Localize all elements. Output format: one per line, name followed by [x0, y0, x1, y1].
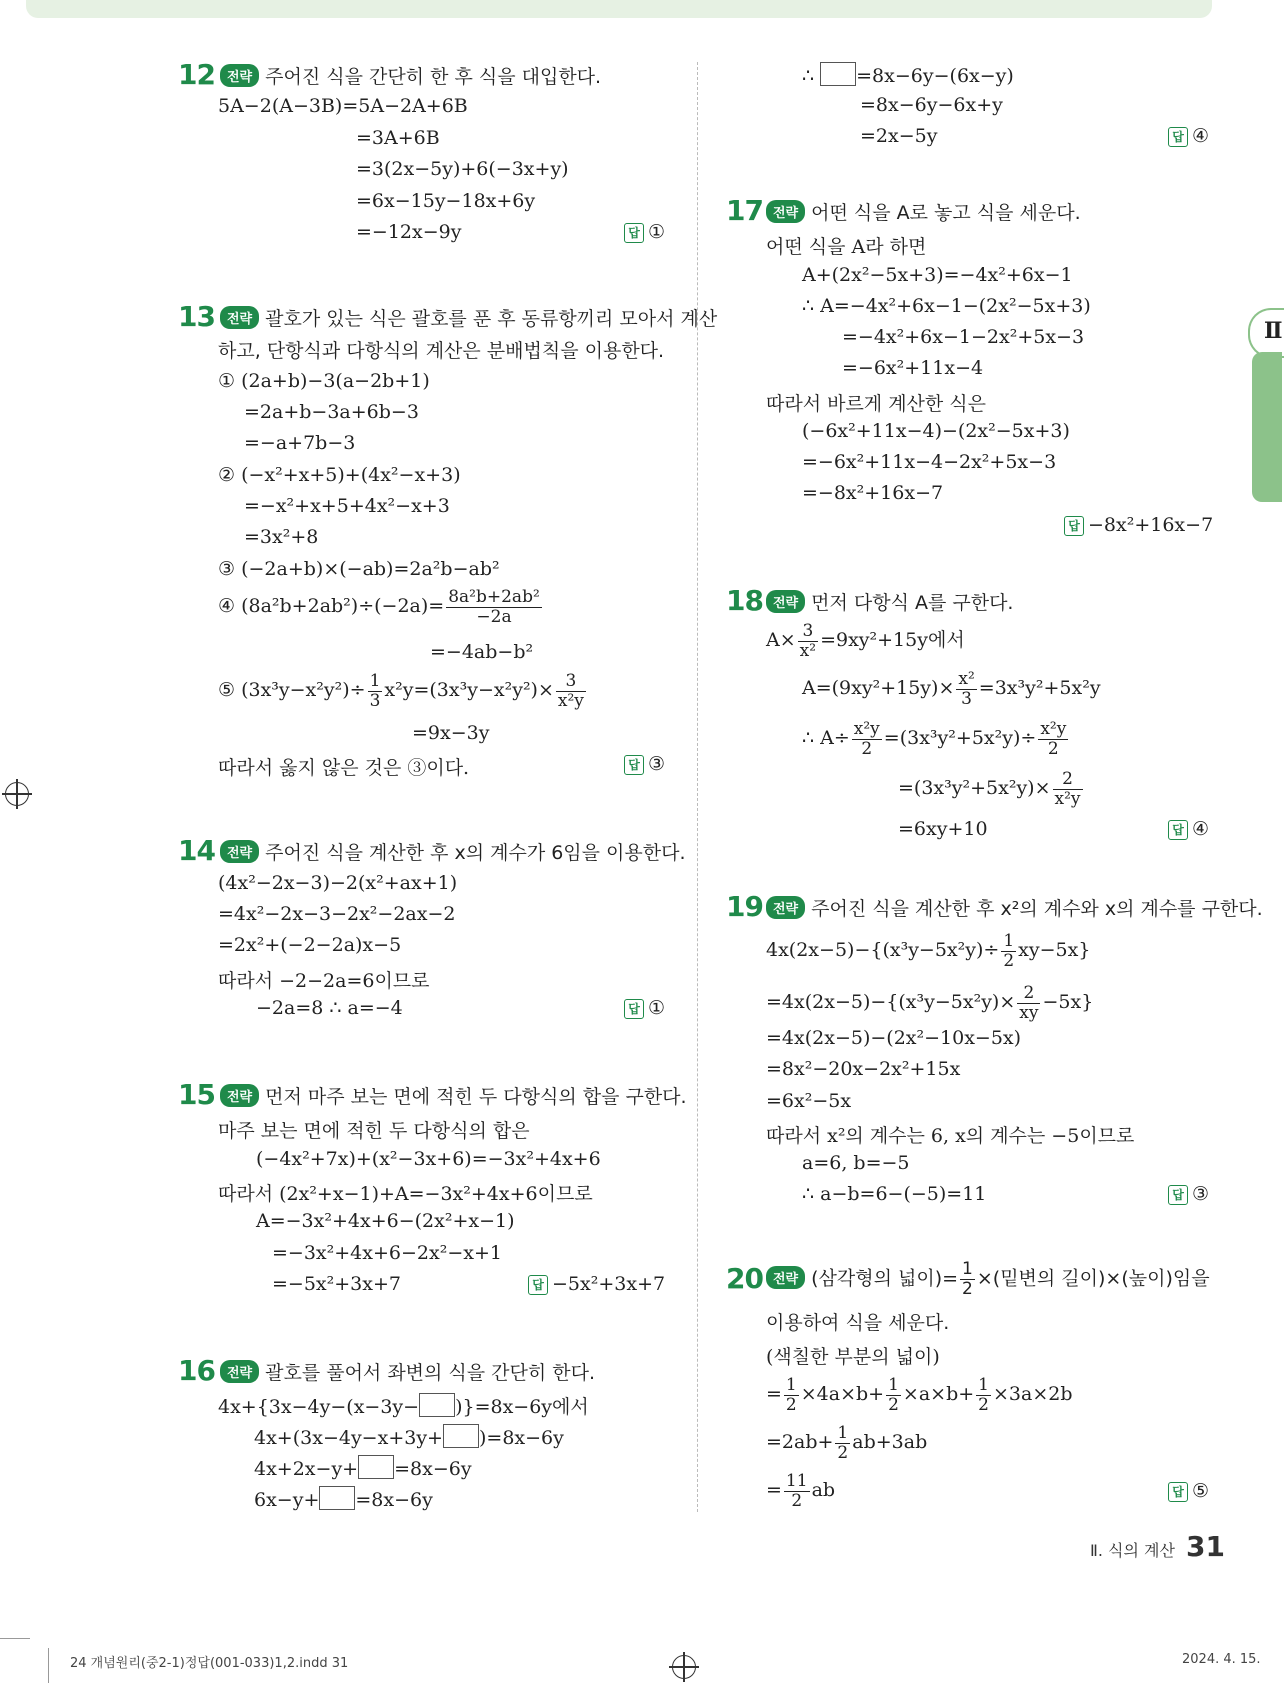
expr-part: =(3x³y²+5x²y)×	[898, 777, 1051, 800]
strategy-tag: 전략	[220, 1084, 259, 1107]
numerator: 2	[1053, 770, 1083, 790]
blank-box	[358, 1455, 394, 1479]
solution-line: 따라서 옳지 않은 것은 ③이다.	[218, 757, 470, 779]
answer-badge: 답	[1168, 1482, 1188, 1502]
expr-part: =3x³y²+5x²y	[978, 677, 1101, 700]
answer-value: ④	[1192, 818, 1210, 840]
solution-line: 따라서 바르게 계산한 식은	[766, 393, 987, 415]
answer-value: ⑤	[1192, 1480, 1210, 1502]
answer-value: −5x²+3x+7	[552, 1273, 666, 1295]
expr-part: A=(9xy²+15y)×	[802, 677, 955, 700]
strategy-line	[220, 62, 601, 89]
answer-badge: 답	[624, 999, 644, 1019]
registration-mark	[672, 1655, 696, 1679]
expr-part: 6x−y+	[254, 1489, 320, 1511]
fraction	[1038, 720, 1068, 758]
denominator: 3	[369, 690, 381, 711]
problem-number: 13	[178, 300, 215, 333]
strategy-text: 주어진 식을 계산한 후 x의 계수가 6임을 이용한다.	[265, 842, 686, 864]
expr-part: )}=8x−6y에서	[455, 1396, 589, 1418]
solution-line: (−4x²+7x)+(x²−3x+6)=−3x²+4x+6	[256, 1148, 601, 1170]
answer-badge: 답	[528, 1275, 548, 1295]
blank-box	[443, 1424, 479, 1448]
solution-line	[254, 1424, 564, 1449]
strategy-text: 주어진 식을 계산한 후 x²의 계수와 x의 계수를 구한다.	[811, 898, 1263, 920]
problem-number: 18	[726, 584, 763, 617]
denominator: 2	[837, 1442, 849, 1463]
numerator: x²y	[1040, 719, 1067, 739]
fraction	[1053, 770, 1083, 808]
solution-line: =2x²+(−2−2a)x−5	[218, 934, 402, 956]
fraction	[556, 672, 586, 710]
strategy-tag: 전략	[220, 64, 259, 87]
expr-part: x²y=(3x³y−x²y²)×	[384, 679, 554, 702]
strategy-text: 먼저 다항식 A를 구한다.	[811, 592, 1014, 614]
page-number: 31	[1186, 1530, 1225, 1563]
problem-number: 17	[726, 194, 763, 227]
strategy-text: (삼각형의 넓이)=	[811, 1267, 959, 1290]
expr-part: )=8x−6y	[478, 1427, 564, 1449]
numerator: 3	[798, 622, 818, 642]
numerator: 11	[785, 1471, 808, 1491]
chapter-side-tab	[1252, 352, 1282, 502]
denominator: 2	[962, 1278, 973, 1299]
expr-part: =8x−6y	[394, 1458, 472, 1480]
blank-box	[419, 1393, 455, 1417]
solution-line: =−6x²+11x−4−2x²+5x−3	[802, 451, 1057, 473]
denominator: 2	[791, 1490, 803, 1511]
fraction	[960, 1260, 975, 1298]
expr-part: =8x−6y	[355, 1489, 433, 1511]
strategy-tag: 전략	[766, 1266, 805, 1289]
solution-line: =3x²+8	[244, 526, 319, 548]
problem-number: 14	[178, 834, 215, 867]
denominator: 2	[861, 738, 873, 759]
answer-badge: 답	[1168, 1185, 1188, 1205]
chapter-label: Ⅱ. 식의 계산	[1090, 1541, 1175, 1560]
strategy-text: 어떤 식을 A로 놓고 식을 세운다.	[811, 202, 1081, 224]
strategy-line	[766, 198, 1081, 225]
solution-line	[802, 720, 1070, 758]
solution-line: =8x−6y−6x+y	[860, 94, 1003, 116]
strategy-text: 먼저 마주 보는 면에 적힌 두 다항식의 합을 구한다.	[265, 1086, 687, 1108]
solution-line: ③ (−2a+b)×(−ab)=2a²b−ab²	[218, 558, 500, 580]
solution-line: =−12x−9y	[356, 221, 462, 243]
denominator: 2	[888, 1394, 899, 1415]
solution-line: =−5x²+3x+7	[272, 1273, 401, 1295]
strategy-text: 괄호를 풀어서 좌변의 식을 간단히 한다.	[265, 1362, 596, 1384]
expr-part: ab	[811, 1479, 836, 1502]
strategy-tag: 전략	[220, 1360, 259, 1383]
answer-value: ①	[648, 221, 666, 243]
solution-line	[802, 670, 1101, 708]
solution-line: (−6x²+11x−4)−(2x²−5x+3)	[802, 420, 1070, 442]
solution-line: =6x−15y−18x+6y	[356, 190, 536, 212]
expr-part: =4x(2x−5)−{(x³y−5x²y)×	[766, 991, 1016, 1014]
problem-number: 12	[178, 58, 215, 91]
answer	[624, 753, 665, 775]
solution-line: a=6, b=−5	[802, 1152, 910, 1174]
solution-line	[766, 1472, 835, 1510]
solution-line: =2a+b−3a+6b−3	[244, 401, 419, 423]
solution-line: A+(2x²−5x+3)=−4x²+6x−1	[802, 264, 1073, 286]
strategy-line	[220, 838, 686, 865]
expr-part: A×	[766, 629, 796, 652]
strategy-tag: 전략	[766, 896, 805, 919]
solution-line: =9x−3y	[412, 722, 490, 744]
expr-part: ab+3ab	[852, 1431, 928, 1454]
denominator: xy	[1019, 1002, 1039, 1023]
expr-part: 4x(2x−5)−{(x³y−5x²y)÷	[766, 939, 1000, 962]
solution-line: =−x²+x+5+4x²−x+3	[244, 495, 450, 517]
fraction	[1001, 932, 1016, 970]
denominator: 2	[785, 1394, 797, 1415]
solution-line: 따라서 −2−2a=6이므로	[218, 970, 430, 992]
fraction	[784, 1472, 810, 1510]
numerator: 1	[978, 1375, 989, 1395]
solution-line: =−3x²+4x+6−2x²−x+1	[272, 1242, 502, 1264]
numerator: 1	[785, 1375, 797, 1395]
strategy-line	[220, 1358, 595, 1385]
solution-line	[766, 984, 1093, 1022]
solution-line: 5A−2(A−3B)=5A−2A+6B	[218, 95, 468, 117]
numerator: 1	[888, 1375, 899, 1395]
problem-number: 16	[178, 1354, 215, 1387]
solution-line: =−4x²+6x−1−2x²+5x−3	[842, 326, 1085, 348]
fraction	[784, 1376, 799, 1414]
solution-line	[218, 1392, 589, 1419]
strategy-text-cont: 이용하여 식을 세운다.	[766, 1312, 950, 1334]
answer-badge: 답	[624, 223, 644, 243]
expr-part: 4x+(3x−4y−x+3y+	[254, 1427, 443, 1449]
fraction	[852, 720, 882, 758]
fraction	[798, 622, 818, 660]
denominator: 2	[1047, 738, 1059, 759]
expr-part: 4x+2x−y+	[254, 1458, 359, 1480]
expr-part: ∴	[802, 65, 821, 87]
expr-part: ×3a×2b	[993, 1383, 1073, 1406]
footer-filename: 24 개념원리(중2-1)정답(001-033)1,2.indd 31	[70, 1656, 349, 1671]
numerator: x²y	[853, 719, 880, 739]
solution-line: =−4ab−b²	[430, 641, 534, 663]
numerator: 1	[962, 1259, 973, 1279]
solution-line	[766, 622, 965, 660]
solution-line: 어떤 식을 A라 하면	[766, 236, 927, 258]
answer	[1064, 514, 1213, 536]
answer	[1168, 1183, 1209, 1205]
solution-line: 마주 보는 면에 적힌 두 다항식의 합은	[218, 1120, 530, 1142]
solution-line: 따라서 (2x²+x−1)+A=−3x²+4x+6이므로	[218, 1183, 593, 1205]
solution-line: =6xy+10	[898, 818, 988, 840]
expr-part: ∴ A÷	[802, 727, 850, 750]
expr-part: 4x+{3x−4y−(x−3y−	[218, 1396, 420, 1418]
expr-part: −5x}	[1042, 991, 1094, 1014]
solution-line: (색칠한 부분의 넓이)	[766, 1346, 940, 1368]
expr-part: ×4a×b+	[800, 1383, 885, 1406]
registration-mark	[5, 782, 29, 806]
strategy-line	[766, 588, 1013, 615]
solution-line: =2x−5y	[860, 125, 938, 147]
solution-line	[218, 588, 544, 626]
solution-line: =4x(2x−5)−(2x²−10x−5x)	[766, 1027, 1022, 1049]
problem-number: 15	[178, 1078, 215, 1111]
answer	[624, 997, 665, 1019]
strategy-line	[766, 894, 1263, 921]
numerator: 1	[837, 1423, 849, 1443]
expr-part: xy−5x}	[1018, 939, 1091, 962]
strategy-text-cont: 하고, 단항식과 다항식의 계산은 분배법칙을 이용한다.	[218, 340, 665, 362]
crop-mark	[0, 1638, 30, 1639]
top-color-band	[26, 0, 1212, 18]
expr-part: =(3x³y²+5x²y)÷	[883, 727, 1037, 750]
denominator: x²	[799, 640, 817, 661]
answer	[1168, 125, 1209, 147]
solution-line: ① (2a+b)−3(a−2b+1)	[218, 370, 430, 392]
blank-box	[319, 1486, 355, 1510]
solution-line	[766, 932, 1090, 970]
solution-line: A=−3x²+4x+6−(2x²+x−1)	[256, 1210, 515, 1232]
answer-badge: 답	[1168, 820, 1188, 840]
denominator: 2	[1003, 950, 1015, 971]
denominator: 3	[961, 688, 972, 709]
numerator: 3	[556, 672, 586, 692]
strategy-tag: 전략	[220, 840, 259, 863]
solution-line: ∴ a−b=6−(−5)=11	[802, 1183, 987, 1205]
denominator: x²y	[1054, 788, 1081, 809]
answer	[528, 1273, 665, 1295]
solution-line	[766, 1424, 927, 1462]
solution-line	[898, 770, 1085, 808]
answer	[1168, 1480, 1209, 1502]
solution-line: 따라서 x²의 계수는 6, x의 계수는 −5이므로	[766, 1125, 1135, 1147]
expr-part: =9xy²+15y에서	[820, 629, 965, 652]
problem-number: 20	[726, 1262, 763, 1295]
strategy-tag: 전략	[766, 590, 805, 613]
expr-part: =	[766, 1479, 782, 1502]
chapter-side-label: Ⅱ	[1264, 318, 1283, 344]
fraction	[368, 672, 383, 710]
chapter-side-marker	[1248, 308, 1284, 358]
answer-value: ③	[648, 753, 666, 775]
strategy-text: 괄호가 있는 식은 괄호를 푼 후 동류항끼리 모아서 계산	[265, 308, 718, 330]
solution-line: =−6x²+11x−4	[842, 357, 984, 379]
numerator: 8a²b+2ab²	[448, 587, 540, 607]
answer-value: ④	[1192, 125, 1210, 147]
fraction	[835, 1424, 850, 1462]
answer-value: −8x²+16x−7	[1088, 514, 1214, 536]
strategy-line	[766, 1260, 1210, 1298]
expr-part: =2ab+	[766, 1431, 834, 1454]
crop-mark	[48, 1648, 49, 1683]
solution-line: =4x²−2x−3−2x²−2ax−2	[218, 903, 456, 925]
solution-line: =−a+7b−3	[244, 432, 356, 454]
strategy-tag: 전략	[766, 200, 805, 223]
fraction	[446, 588, 542, 626]
answer-badge: 답	[1064, 516, 1084, 536]
solution-line	[766, 1376, 1073, 1414]
solution-line: =8x²−20x−2x²+15x	[766, 1058, 961, 1080]
solution-line: ② (−x²+x+5)+(4x²−x+3)	[218, 464, 461, 486]
expr-part: ⑤ (3x³y−x²y²)÷	[218, 679, 366, 702]
solution-line: (4x²−2x−3)−2(x²+ax+1)	[218, 872, 458, 894]
answer-badge: 답	[1168, 127, 1188, 147]
answer	[624, 221, 665, 243]
strategy-tag: 전략	[220, 306, 259, 329]
answer-badge: 답	[624, 755, 644, 775]
numerator: 1	[369, 671, 381, 691]
solution-line: =6x²−5x	[766, 1090, 852, 1112]
fraction	[976, 1376, 991, 1414]
numerator: 1	[1003, 931, 1015, 951]
solution-line: =−8x²+16x−7	[802, 482, 944, 504]
numerator: 2	[1017, 984, 1040, 1004]
solution-line	[802, 62, 1014, 87]
solution-line: =3A+6B	[356, 127, 440, 149]
expr-part: ×a×b+	[902, 1383, 975, 1406]
strategy-text: ×(밑변의 길이)×(높이)임을	[976, 1267, 1210, 1290]
answer-value: ①	[648, 997, 666, 1019]
solution-line: =3(2x−5y)+6(−3x+y)	[356, 158, 569, 180]
denominator: 2	[978, 1394, 989, 1415]
expr-part: =8x−6y−(6x−y)	[856, 65, 1014, 87]
expr-part: =	[766, 1383, 782, 1406]
fraction	[1017, 984, 1040, 1022]
numerator: x²	[958, 669, 975, 689]
denominator: −2a	[476, 606, 512, 627]
denominator: x²y	[557, 690, 584, 711]
problem-number: 19	[726, 890, 763, 923]
solution-line	[254, 1455, 472, 1480]
answer	[1168, 818, 1209, 840]
solution-line: ∴ A=−4x²+6x−1−(2x²−5x+3)	[802, 295, 1091, 317]
strategy-text: 주어진 식을 간단히 한 후 식을 대입한다.	[265, 66, 602, 88]
solution-line	[254, 1486, 433, 1511]
answer-value: ③	[1192, 1183, 1210, 1205]
strategy-line	[220, 1082, 687, 1109]
footer-date: 2024. 4. 15.	[1182, 1652, 1261, 1667]
strategy-line	[220, 304, 717, 331]
fraction	[886, 1376, 901, 1414]
solution-line: −2a=8 ∴ a=−4	[256, 997, 403, 1019]
expr-part: ④ (8a²b+2ab²)÷(−2a)=	[218, 595, 445, 618]
solution-line	[218, 672, 588, 710]
blank-box	[820, 62, 856, 86]
column-divider	[697, 62, 698, 1512]
fraction	[956, 670, 976, 708]
